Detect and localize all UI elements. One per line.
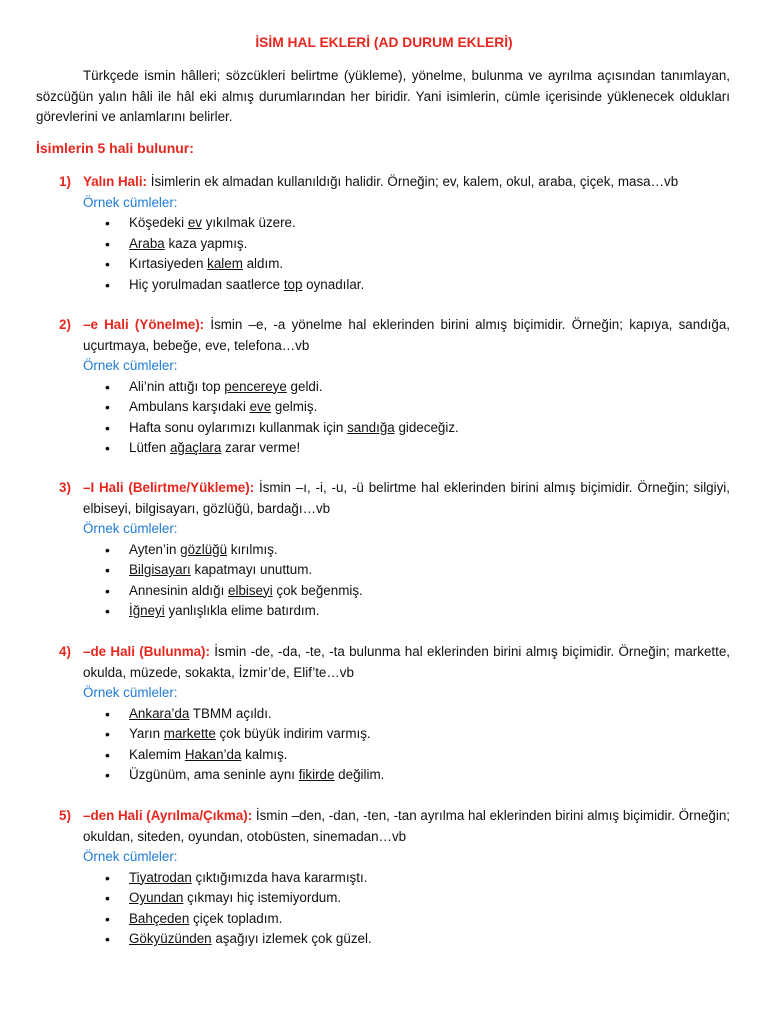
list-item: • Ayten’in gözlüğü kırılmış. [36, 540, 730, 561]
section-description: İsmin –den, -dan, -ten, -tan ayrılma hal eklerinden birini almış biçimidir. Örneğin; okuldan, siteden, oyundan, otobüsten, sinemadan…vb [83, 808, 730, 844]
list-item: • Bahçeden çiçek topladım. [36, 909, 730, 930]
section-heading [36, 172, 730, 193]
list-item: • Bilgisayarı kapatmayı unuttum. [36, 560, 730, 581]
examples-label: Örnek cümleler: [83, 358, 178, 373]
section-description: İsmin –e, -a yönelme hal eklerinden birini almış biçimidir. Örneğin; kapıya, sandığa, uçurtmaya, bebeğe, eve, telefona…vb [83, 317, 730, 353]
section-title: Yalın Hali: [83, 174, 147, 189]
list-item: • Kalemim Hakan’da kalmış. [36, 745, 730, 766]
list-item: • İğneyi yanlışlıkla elime batırdım. [36, 601, 730, 622]
examples-list [36, 704, 730, 786]
bullet-icon: • [105, 767, 110, 783]
section-heading [36, 478, 730, 519]
list-item: • Hiç yorulmadan saatlerce top oynadılar. [36, 275, 730, 296]
document-title: İSİM HAL EKLERİ (AD DURUM EKLERİ) [255, 35, 513, 50]
examples-label: Örnek cümleler: [83, 849, 178, 864]
bullet-icon: • [105, 419, 110, 436]
bullet-icon: • [105, 746, 110, 763]
list-item: • Ambulans karşıdaki eve gelmiş. [36, 397, 730, 418]
examples-list [36, 868, 730, 950]
bullet-icon: • [105, 378, 110, 395]
list-item: • Araba kaza yapmış. [36, 234, 730, 255]
list-item: • Annesinin aldığı elbiseyi çok beğenmiş. [36, 581, 730, 602]
intro-paragraph: Türkçede ismin hâlleri; sözcükleri belirtme (yükleme), yönelme, bulunma ve ayrılma açısından tanımlayan, sözcüğün yalın hâli ile hâl eki almış durumlarından her biridir. Yani isimlerin, cümle içerisinde yüklenecek oldukları görevlerini ve anlamlarını belirler. [36, 68, 730, 124]
examples-label: Örnek cümleler: [83, 685, 178, 700]
bullet-icon: • [105, 562, 110, 578]
section-yalin [36, 172, 730, 295]
list-item: • Gökyüzünden aşağıyı izlemek çok güzel. [36, 929, 730, 950]
examples-label: Örnek cümleler: [83, 194, 178, 210]
section-number: 2) [59, 317, 71, 332]
list-item: • Oyundan çıkmayı hiç istemiyordum. [36, 888, 730, 909]
section-number: 4) [59, 644, 71, 659]
section-title: –den Hali (Ayrılma/Çıkma): [83, 808, 253, 823]
bullet-icon: • [105, 256, 110, 272]
bullet-icon: • [105, 276, 110, 293]
examples-list [36, 213, 730, 295]
section-heading [36, 642, 730, 683]
bullet-icon: • [105, 235, 110, 252]
bullet-icon: • [105, 582, 110, 599]
section-title: –e Hali (Yönelme): [83, 317, 205, 332]
bullet-icon: • [105, 869, 110, 886]
section-yonelme [36, 315, 730, 459]
bullet-icon: • [105, 726, 110, 742]
subheading: İsimlerin 5 hali bulunur: [36, 140, 194, 156]
section-description: İsimlerin ek almadan kullanıldığı halidir. Örneğin; ev, kalem, okul, araba, çiçek, masa…vb [147, 174, 679, 189]
list-item: • Ali’nin attığı top pencereye geldi. [36, 377, 730, 398]
section-title: –de Hali (Bulunma): [83, 644, 210, 659]
bullet-icon: • [105, 890, 110, 906]
section-description: İsmin -de, -da, -te, -ta bulunma hal eklerinden birini almış biçimidir. Örneğin; markette, okulda, müzede, sokakta, İzmir’de, Elif’te…vb [83, 644, 730, 680]
bullet-icon: • [105, 910, 110, 927]
examples-list [36, 377, 730, 459]
bullet-icon: • [105, 931, 110, 947]
list-item: • Ankara’da TBMM açıldı. [36, 704, 730, 725]
section-bulunma [36, 642, 730, 786]
section-number: 3) [59, 480, 71, 495]
examples-label: Örnek cümleler: [83, 521, 178, 536]
bullet-icon: • [105, 541, 110, 558]
section-title: –I Hali (Belirtme/Yükleme): [83, 480, 255, 495]
section-description: İsmin –ı, -i, -u, -ü belirtme hal eklerinden birini almış biçimidir. Örneğin; silgiyi, elbiseyi, bilgisayarı, gözlüğü, bardağı…vb [83, 480, 730, 516]
list-item: • Tiyatrodan çıktığımızda hava kararmıştı. [36, 868, 730, 889]
bullet-icon: • [105, 705, 110, 722]
list-item: • Yarın markette çok büyük indirim varmış. [36, 724, 730, 745]
list-item: • Lütfen ağaçlara zarar verme! [36, 438, 730, 459]
bullet-icon: • [105, 215, 110, 231]
list-item: • Kırtasiyeden kalem aldım. [36, 254, 730, 275]
list-item: • Köşedeki ev yıkılmak üzere. [36, 213, 730, 234]
section-ayrilma [36, 806, 730, 950]
examples-list [36, 540, 730, 622]
bullet-icon: • [105, 440, 110, 456]
list-item: • Üzgünüm, ama seninle aynı fikirde değilim. [36, 765, 730, 786]
section-belirtme [36, 478, 730, 622]
section-number: 1) [59, 174, 71, 189]
list-item: • Hafta sonu oylarımızı kullanmak için sandığa gideceğiz. [36, 418, 730, 439]
bullet-icon: • [105, 399, 110, 415]
section-number: 5) [59, 808, 71, 823]
section-heading [36, 806, 730, 847]
bullet-icon: • [105, 603, 110, 619]
section-heading [36, 315, 730, 356]
